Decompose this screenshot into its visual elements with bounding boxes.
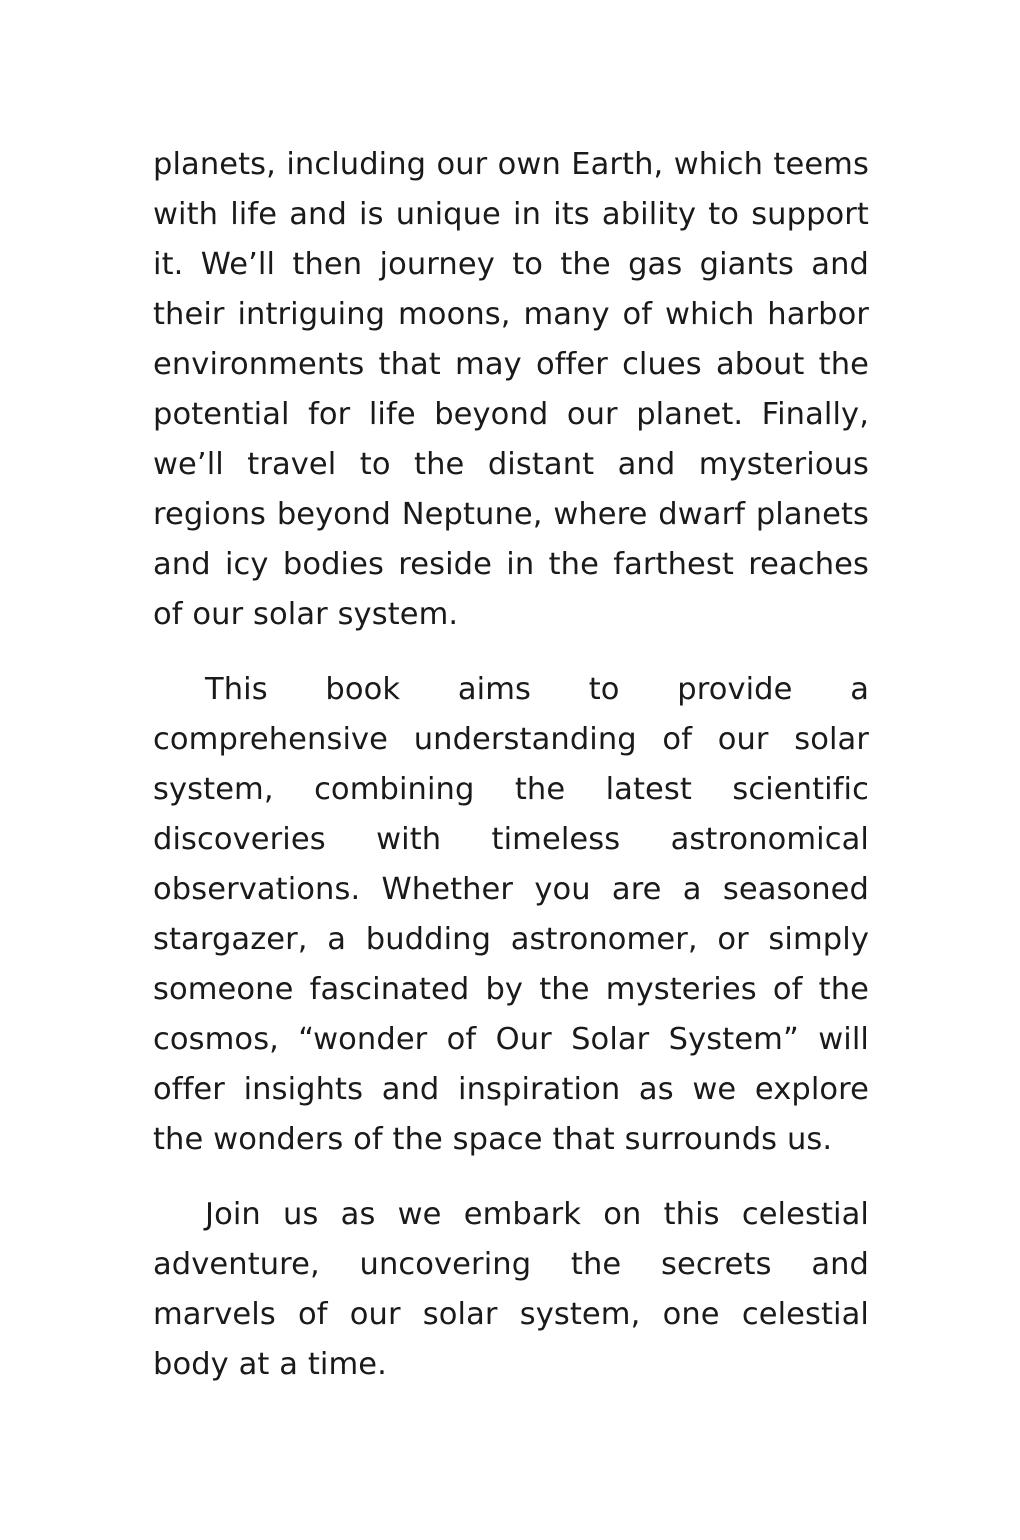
paragraph-book-aims: This book aims to provide a comprehensive understanding of our solar system, combining the latest scientific discoveries with timeless astronomical observations. Whether you are a seasoned stargazer, a budding astronomer, or simply someone fascinated by the mysteries of the cosmos, “wonder of Our Solar System” will offer insights and inspiration as we explore the wonders of the space that surrounds us. bbox=[153, 672, 869, 1157]
body-text bbox=[153, 140, 869, 1390]
paragraph-join-us: Join us as we embark on this celestial adventure, uncovering the secrets and marvels of our solar system, one celestial body at a time. bbox=[153, 1197, 869, 1382]
paragraph-continued: planets, including our own Earth, which teems with life and is unique in its ability to support it. We’ll then journey to the gas giants and their intriguing moons, many of which harbor environments that may offer clues about the potential for life beyond our planet. Finally, we’ll travel to the distant and mysterious regions beyond Neptune, where dwarf planets and icy bodies reside in the farthest reaches of our solar system. bbox=[153, 147, 869, 632]
